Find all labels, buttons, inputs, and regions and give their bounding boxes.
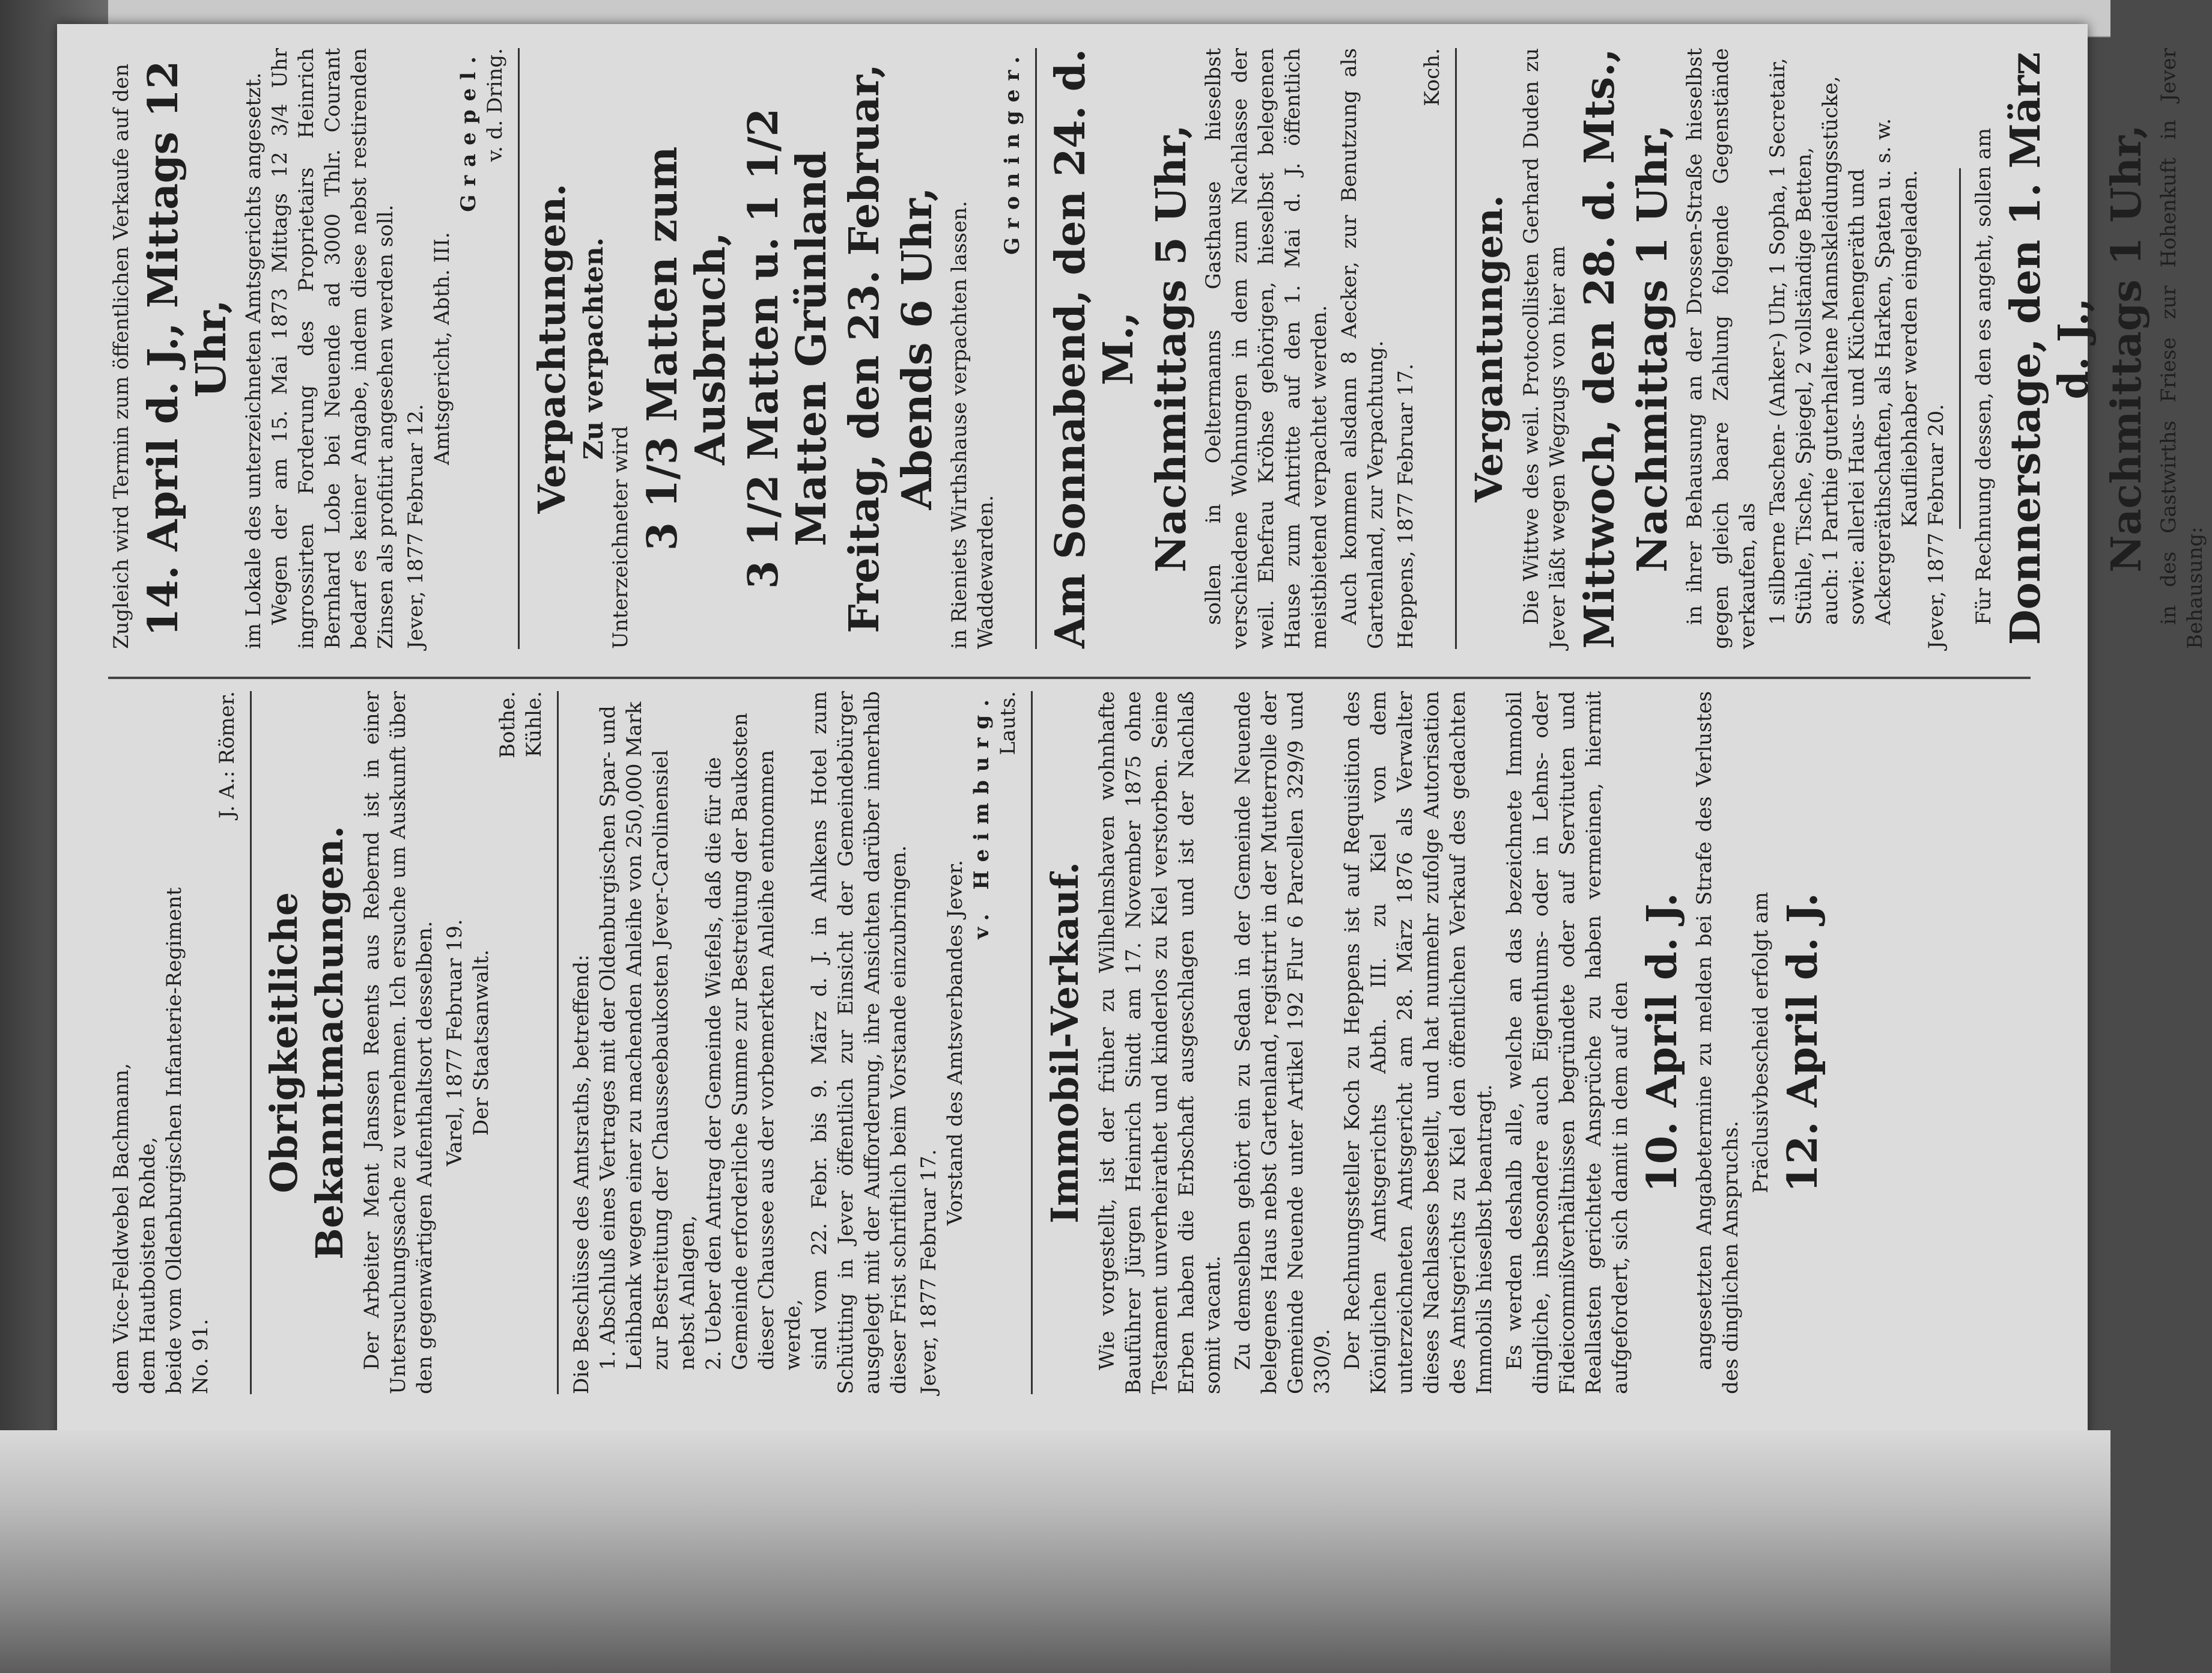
emphasized-text: 3 1/2 Matten u. 1 1/2 Matten Grünland [740, 108, 836, 589]
dateline: Heppens, 1877 Februar 17. [1394, 364, 1418, 649]
dateline: Jever, 1877 Februar 17. [917, 1149, 941, 1394]
paragraph: Wie vorgestellt, ist der früher zu Wilhelmshaven wohnhafte Bauführer Jürgen Heinrich Sindt am 17. November 1875 ohne Testament unverheirathet und kinderlos zu Kiel verstorben. Seine Erben haben die Erbschaft ausgeschlagen und ist der Nachlaß somit vacant. [1095, 691, 1225, 1394]
divider [1035, 48, 1037, 649]
paragraph: Der Rechnungssteller Koch zu Heppens ist auf Requisition des Königlichen Amtsgerichts Abth. III. zu Kiel von dem unterzeichneten Amtsgericht am 28. März 1876 als Verwalter dieses Nachlasses bestellt, und hat nunmehr zufolge Autorisation des Amtsgerichts zu Kiel den öffentlichen Verkauf des gedachten Immobils hieselbst beantragt. [1340, 691, 1496, 1394]
dateline: Varel, 1877 Februar 19. [443, 919, 467, 1166]
subheading: Zu verpachten. [579, 237, 609, 460]
list-item: 1 silberne Taschen- (Anker-) Uhr, 1 Sopha, 1 Secretair, Stühle, Tische, Spiegel, 2 vollständige Betten, [1766, 58, 1816, 625]
column-right [108, 48, 2212, 649]
dateline: Jever, 1877 Februar 20. [1924, 404, 1948, 649]
divider [250, 691, 252, 1394]
divider [1455, 48, 1457, 649]
place: Waddewarden. [974, 495, 998, 649]
rotated-page-content [108, 36, 2207, 1418]
list-item: 2. Ueber den Antrag der Gemeinde Wiefels, daß die für die Gemeinde erforderliche Summe zur Bestreitung der Baukosten dieser Chaussee aus der vorbemerkten Anleihe entnommen werde, [702, 713, 805, 1370]
text-line: beide vom Oldenburgischen Infanterie-Regiment [162, 887, 186, 1394]
column-rule [108, 677, 2031, 679]
signature: Lauts. [996, 691, 1020, 755]
paragraph: in ihrer Behausung an der Drossen-Straße hieselbst gegen gleich baare Zahlung folgende Gegenstände verkaufen, als [1683, 48, 1760, 649]
emphasized-time: Nachmittags 5 Uhr, [1147, 124, 1196, 573]
divider [518, 48, 520, 649]
signature: v. d. Dring. [483, 48, 507, 162]
text-line: dem Vice-Feldwebel Bachmann, [109, 1062, 133, 1394]
emphasized-date: Freitag, den 23. Februar, [840, 64, 889, 633]
list-item: 1. Abschluß eines Vertrages mit der Oldenburgischen Spar- und Leihbank wegen einer zu machenden Anleihe von 250,000 Mark zur Bestreitung der Chausseebaukosten Jever-Carolinensiel nebst Anlagen, [596, 701, 699, 1370]
emphasized-text: 3 1/3 Matten zum Ausbruch, [639, 146, 735, 551]
office: Vorstand des Amtsverbandes Jever. [943, 859, 967, 1226]
paragraph: Für Rechnung dessen, den es angeht, sollen am [1972, 127, 1996, 625]
section-heading: Obrigkeitliche Bekanntmachungen. [262, 826, 351, 1260]
paragraph: angesetzten Angabetermine zu melden bei Strafe des Verlustes des dinglichen Anspruchs. [1692, 691, 1743, 1394]
paragraph: sind vom 22. Febr. bis 9. März d. J. in Ahlkens Hotel zum Schütting in Jever öffentlich zur Einsicht der Gemeindebürger ausgelegt mit der Aufforderung, ihre Ansichten darüber innerhalb dieser Frist schriftlich beim Vorstande einzubringen. [807, 691, 911, 1394]
signature: Groninger. [1000, 48, 1024, 255]
emphasized-time: Abends 6 Uhr, [893, 187, 941, 510]
paragraph: Wegen der am 15. Mai 1873 Mittags 12 3/4 Uhr ingrossirten Forderung des Proprietairs Heinrich Bernhard Lobe bei Neuende ad 3000 Thlr. Courant bedarf es keiner Angabe, indem diese nebst restirenden Zinsen als profitirt angesehen werden soll. [268, 48, 398, 649]
book-page-edges [0, 1430, 2110, 1673]
paragraph: Es werden deshalb alle, welche an das bezeichnete Immobil dingliche, insbesondere auch Eigenthums- oder in Lehns- oder Fideicommißverhältnissen begründete oder auf Servituten und Reallasten gerichtete Ansprüche zu haben vermeinen, hiermit aufgefordert, sich damit in dem auf den [1503, 691, 1632, 1394]
list-item: auch: 1 Parthie guterhaltene Mannskleidungsstücke, sowie: allerlei Haus- und Küchengeräth und Ackergeräthschaften, als Harken, Spaten u. s. w. [1819, 76, 1895, 625]
emphasized-date: Mittwoch, den 28. d. Mts., [1576, 48, 1624, 649]
text-line: No. 91. [189, 1318, 213, 1394]
top-lines [108, 691, 214, 1394]
paragraph: sollen in Oeltermanns Gasthause hieselbst verschiedene Wohnungen in dem zum Nachlasse der weil. Ehefrau Kröhse gehörigen, hieselbst belegenen Hause zum Antritte auf den 1. Mai d. J. öffentlich meistbietend verpachtet werden. [1202, 48, 1331, 649]
paragraph: in Rieniets Wirthshause verpachten lassen. [947, 201, 971, 649]
emphasized-time: Nachmittags 1 Uhr, [2103, 124, 2151, 573]
signature: Bothe. [496, 691, 520, 758]
divider [1959, 168, 1961, 529]
signature: J. A.: Römer. [215, 691, 239, 818]
office: Amtsgericht, Abth. III. [430, 232, 454, 465]
list [1764, 48, 1897, 649]
paragraph: Unterzeichneter wird [609, 425, 633, 649]
signature: Koch. [1420, 48, 1444, 106]
emphasized-time: Nachmittags 1 Uhr, [1629, 124, 1677, 573]
emphasized-date: Am Sonnabend, den 24. d. M., [1047, 48, 1143, 649]
paragraph: Zugleich wird Termin zum öffentlichen Verkaufe auf den [109, 63, 133, 649]
divider [1031, 691, 1033, 1394]
emphasized-date: Donnerstage, den 1. März d. J., [2002, 52, 2098, 645]
emphasized-date: 10. April d. J. [1638, 892, 1686, 1193]
paragraph: Die Wittwe des weil. Protocollisten Gerhard Duden zu Jever läßt wegen Wegzugs von hier am [1519, 48, 1570, 649]
emphasized-date: 12. April d. J. [1779, 892, 1827, 1193]
signature: Kühle. [522, 691, 546, 758]
paragraph: Zu demselben gehört ein zu Sedan in der Gemeinde Neuende belegenes Haus nebst Gartenland, registrirt in der Mutterrolle der Gemeinde Neuende unter Artikel 192 Flur 6 Parcellen 329/9 und 330/9. [1231, 691, 1334, 1394]
section-heading: Verpachtungen. [530, 183, 574, 514]
paragraph: Kaufliebhaber werden eingeladen. [1898, 169, 1922, 528]
section-heading: Immobil-Verkauf. [1043, 861, 1087, 1224]
section-heading: Vergantungen. [1467, 195, 1511, 502]
column-left [108, 691, 1832, 1394]
divider [557, 691, 559, 1394]
office: Der Staatsanwalt. [469, 949, 493, 1136]
signature: v. Heimburg. [970, 691, 994, 939]
paragraph: in des Gastwirths Friese zur Hohenkuft in Jever Behausung: [2157, 48, 2207, 649]
paragraph: im Lokale des unterzeichneten Amtsgerichts angesetzt. [242, 72, 266, 649]
signature: Graepel. [457, 48, 481, 212]
text-line: dem Hautboisten Rohde, [136, 1136, 160, 1394]
emphasized-date: 14. April d. J., Mittags 12 Uhr, [139, 60, 235, 637]
list [595, 691, 806, 1394]
paragraph: Präclusivbescheid erfolgt am [1749, 892, 1773, 1193]
paragraph: Auch kommen alsdann 8 Aecker, zur Benutzung als Gartenland, zur Verpachtung. [1337, 48, 1388, 649]
paragraph: Die Beschlüsse des Amtsraths, betreffend: [570, 954, 594, 1394]
dateline: Jever, 1877 Februar 12. [404, 404, 428, 649]
paragraph: Der Arbeiter Ment Janssen Reents aus Rebernd ist in einer Untersuchungssache zu vernehmen. Ich ersuche um Auskunft über den gegenwärtigen Aufenthaltsort desselben. [360, 691, 437, 1394]
